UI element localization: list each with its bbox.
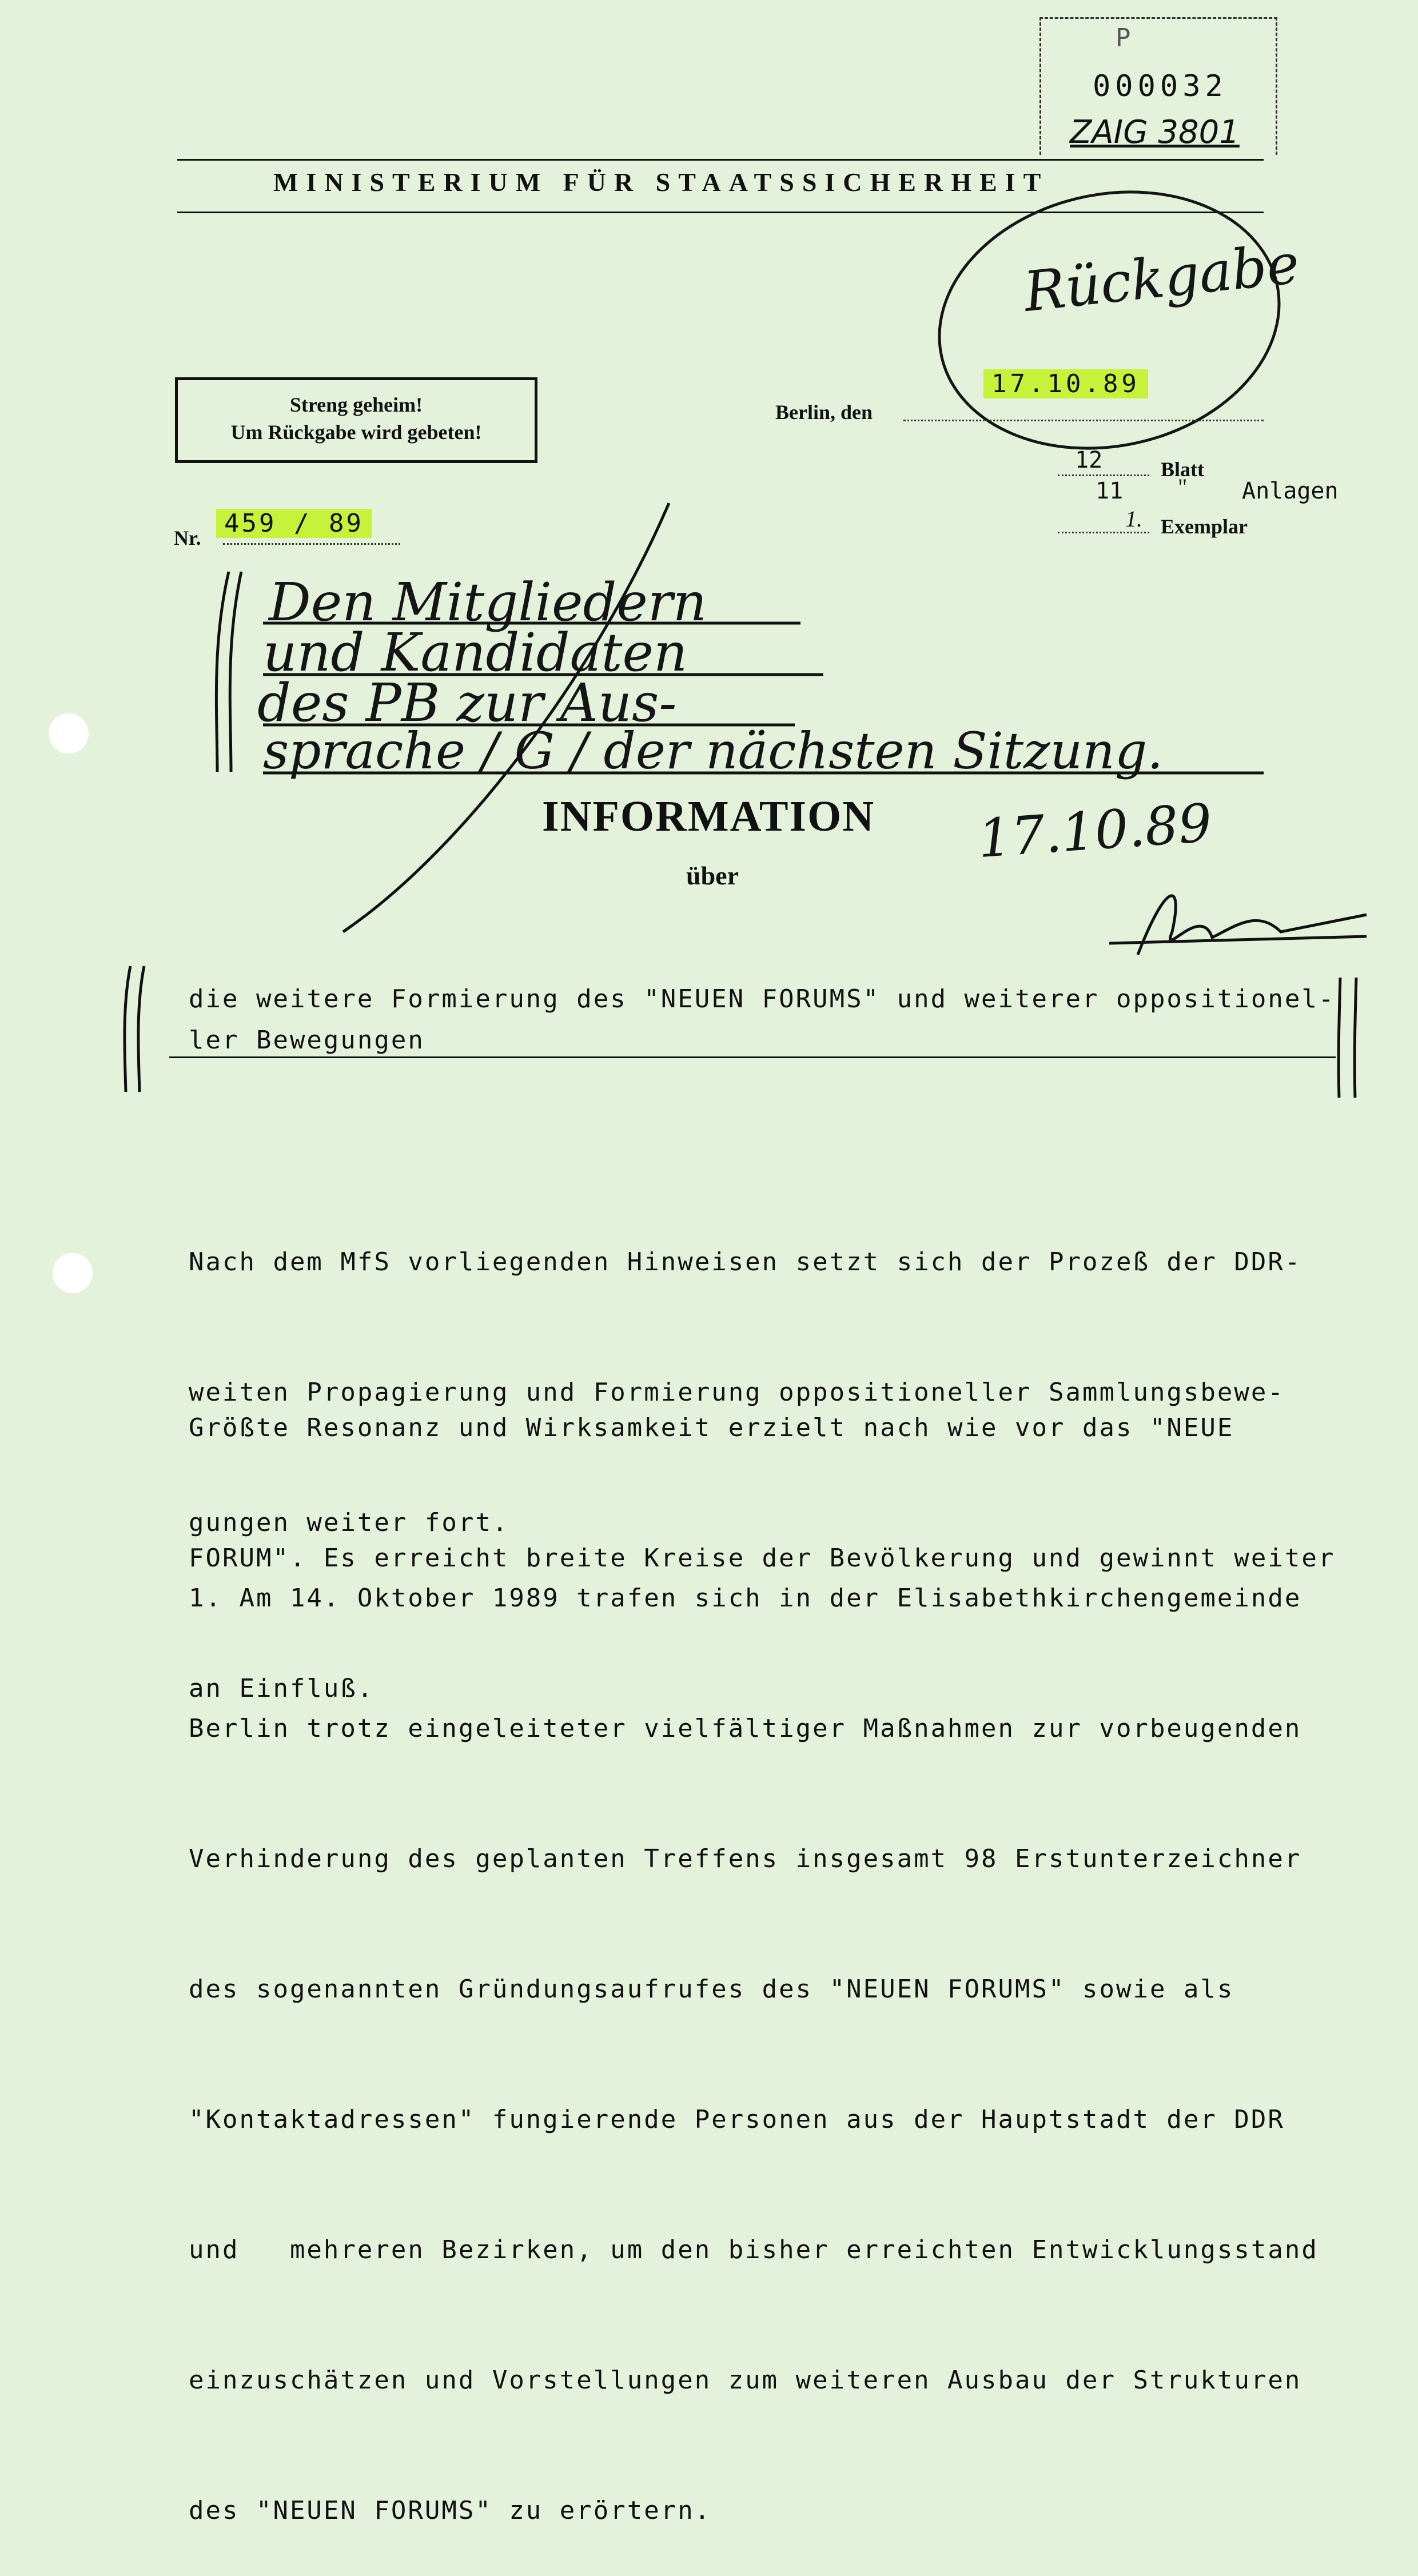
anlagen-ditto: " — [1178, 474, 1188, 500]
number-label: Nr. — [174, 527, 201, 549]
stamp-letter: P — [1116, 23, 1131, 53]
place-label: Berlin, den — [775, 401, 873, 424]
p3-line-7: einzuschätzen und Vorstellungen zum weiteren Ausbau der Strukturen — [189, 2366, 1302, 2395]
classification-line-1: Streng geheim! — [289, 393, 423, 416]
return-oval-mark — [915, 189, 1315, 486]
p3-line-5: "Kontaktadressen" fungierende Personen aus der Hauptstadt der DDR — [189, 2105, 1285, 2134]
body-paragraph-3 — [189, 1490, 1361, 2576]
return-note: Rückgabe — [1021, 232, 1303, 324]
document-number-value: 459 / 89 — [216, 509, 372, 538]
header-rule-top — [177, 159, 1264, 161]
document-subtitle: über — [686, 861, 739, 890]
p1-line-3: gungen weiter fort. — [189, 1508, 509, 1537]
p2-line-2: FORUM". Es erreicht breite Kreise der Bevölkerung und gewinnt weiter — [189, 1544, 1336, 1573]
p3-line-2: Berlin trotz eingeleiteter vielfältiger Maßnahmen zur vorbeugenden — [189, 1714, 1302, 1743]
classification-box — [175, 377, 537, 463]
punch-hole-top — [49, 713, 89, 753]
margin-double-stroke-top — [206, 566, 252, 783]
punch-hole-bottom — [53, 1253, 93, 1293]
date-dotted-line — [903, 420, 1264, 421]
distribution-slash-stroke — [332, 492, 686, 943]
classification-line-2: Um Rückgabe wird gebeten! — [230, 421, 482, 444]
p3-line-8: des "NEUEN FORUMS" zu erörtern. — [189, 2496, 712, 2525]
stamp-code: ZAIG 3801 — [1070, 114, 1240, 151]
p1-line-1: Nach dem MfS vorliegenden Hinweisen setzt sich der Prozeß der DDR- — [189, 1247, 1302, 1277]
distribution-line-4: sprache / G / der nächsten Sitzung. — [263, 721, 1164, 780]
blatt-dots — [1058, 474, 1149, 476]
anlagen-label: Anlagen — [1242, 478, 1339, 504]
exemplar-dots — [1058, 532, 1149, 533]
subject-rule — [169, 1056, 1336, 1058]
archive-stamp — [1039, 17, 1277, 155]
p3-line-6: und mehreren Bezirken, um den bisher erreichten Entwicklungsstand — [189, 2235, 1319, 2264]
document-date — [983, 369, 1148, 398]
p2-line-1: Größte Resonanz und Wirksamkeit erzielt nach wie vor das "NEUE — [189, 1413, 1234, 1442]
p3-line-1: 1. Am 14. Oktober 1989 trafen sich in der Elisabethkirchengemeinde — [189, 1584, 1302, 1613]
margin-double-stroke-subject — [114, 960, 160, 1098]
distribution-line-2: und Kandidaten — [263, 622, 688, 683]
p3-line-3: Verhinderung des geplanten Treffens insgesamt 98 Erstunterzeichner — [189, 1844, 1302, 1873]
blatt-value: 12 — [1075, 447, 1103, 473]
subject-line-1: die weitere Formierung des "NEUEN FORUMS" und weiterer oppositionel- — [189, 984, 1336, 1014]
p3-line-4: des sogenannten Gründungsaufrufes des "NEUEN FORUMS" sowie als — [189, 1975, 1234, 2004]
anlagen-value: 11 — [1096, 478, 1124, 504]
distribution-line-3: des PB zur Aus- — [257, 672, 677, 733]
document-title: INFORMATION — [542, 792, 875, 840]
ministry-header: MINISTERIUM FÜR STAATSSICHERHEIT — [273, 168, 1049, 197]
p1-line-2: weiten Propagierung und Formierung oppositioneller Sammlungsbewe- — [189, 1378, 1285, 1407]
p2-line-3: an Einfluß. — [189, 1674, 375, 1703]
distribution-line-1: Den Mitgliedern — [269, 572, 707, 633]
handwritten-date: 17.10.89 — [975, 792, 1214, 870]
exemplar-label: Exemplar — [1161, 515, 1248, 538]
blatt-label: Blatt — [1161, 458, 1204, 481]
stamp-number: 000032 — [1093, 69, 1228, 103]
subject-line-2: ler Bewegungen — [189, 1026, 425, 1055]
document-date-value: 17.10.89 — [983, 369, 1148, 398]
signature-mark — [1098, 869, 1384, 966]
exemplar-value: 1. — [1125, 506, 1142, 532]
